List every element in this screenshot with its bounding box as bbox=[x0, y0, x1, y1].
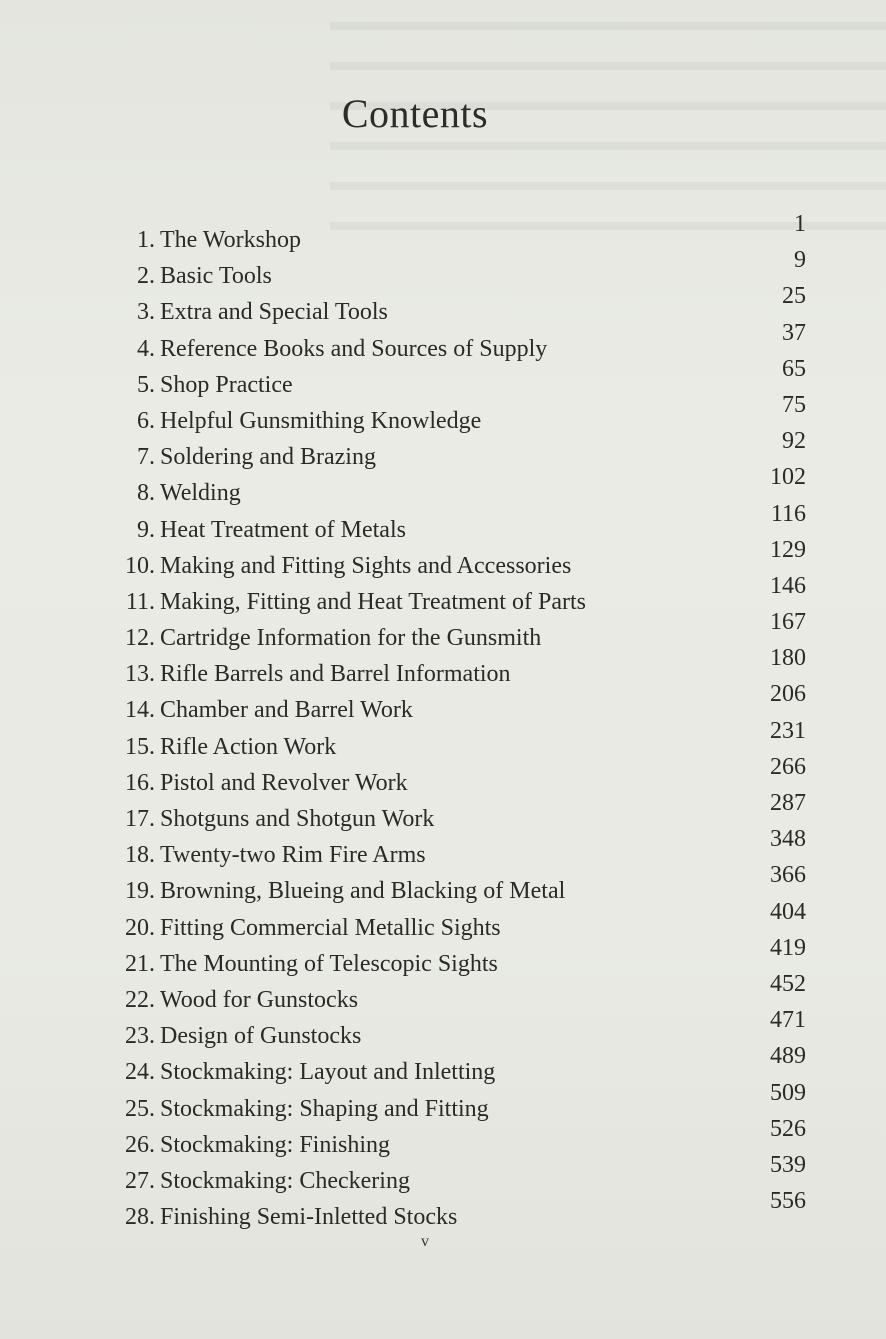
toc-entry bbox=[60, 681, 810, 724]
table-of-contents bbox=[60, 211, 810, 1231]
chapter-number: 7. bbox=[137, 444, 155, 471]
chapter-title: Wood for Gunstocks bbox=[160, 986, 359, 1013]
toc-entry bbox=[60, 247, 810, 290]
chapter-number: 8. bbox=[137, 480, 155, 507]
chapter-page-number: 92 bbox=[782, 428, 806, 455]
chapter-page-number: 452 bbox=[770, 970, 806, 997]
chapter-title: Pistol and Revolver Work bbox=[160, 769, 408, 796]
chapter-page-number: 25 bbox=[782, 283, 806, 310]
chapter-title: Browning, Blueing and Blacking of Metal bbox=[160, 878, 566, 905]
chapter-page-number: 287 bbox=[770, 790, 806, 816]
page-title: Contents bbox=[341, 91, 489, 136]
chapter-page-number: 9 bbox=[794, 247, 806, 274]
chapter-number: 19. bbox=[125, 878, 155, 905]
chapter-title: Helpful Gunsmithing Knowledge bbox=[160, 407, 482, 434]
chapter-title: Stockmaking: Finishing bbox=[160, 1131, 391, 1158]
chapter-page-number: 146 bbox=[770, 572, 806, 599]
chapter-number: 2. bbox=[137, 263, 155, 290]
chapter-page-number: 366 bbox=[770, 862, 806, 889]
toc-entry bbox=[60, 717, 810, 760]
chapter-page-number: 419 bbox=[770, 934, 806, 961]
chapter-title: Chamber and Barrel Work bbox=[160, 697, 413, 724]
chapter-title: Rifle Barrels and Barrel Information bbox=[160, 661, 511, 688]
chapter-number: 20. bbox=[125, 914, 155, 941]
chapter-title: Fitting Commercial Metallic Sights bbox=[160, 914, 501, 941]
chapter-title: Basic Tools bbox=[160, 263, 272, 290]
toc-entry bbox=[60, 355, 810, 398]
chapter-title: Finishing Semi-Inletted Stocks bbox=[160, 1204, 458, 1231]
toc-entry bbox=[60, 572, 810, 615]
chapter-title: Making and Fitting Sights and Accessories bbox=[160, 552, 572, 579]
chapter-page-number: 348 bbox=[770, 826, 806, 853]
toc-entry bbox=[60, 970, 810, 1013]
toc-entry bbox=[60, 826, 810, 869]
toc-entry bbox=[60, 428, 810, 471]
chapter-title: Stockmaking: Shaping and Fitting bbox=[160, 1095, 489, 1122]
chapter-page-number: 526 bbox=[770, 1115, 806, 1142]
chapter-number: 17. bbox=[125, 806, 155, 832]
chapter-number: 16. bbox=[125, 769, 155, 796]
toc-entry bbox=[60, 464, 810, 507]
chapter-page-number: 129 bbox=[770, 536, 806, 563]
chapter-page-number: 404 bbox=[770, 898, 806, 925]
toc-entry bbox=[60, 1043, 810, 1086]
toc-entry bbox=[60, 645, 810, 688]
chapter-title: Extra and Special Tools bbox=[160, 299, 388, 326]
chapter-title: Reference Books and Sources of Supply bbox=[160, 335, 548, 362]
chapter-number: 1. bbox=[137, 227, 155, 253]
chapter-page-number: 471 bbox=[770, 1007, 806, 1034]
toc-entry bbox=[60, 500, 810, 543]
chapter-page-number: 231 bbox=[770, 717, 806, 744]
toc-entry bbox=[60, 934, 810, 977]
toc-entry bbox=[60, 211, 810, 253]
chapter-number: 10. bbox=[125, 552, 155, 579]
page-number-footer: v bbox=[421, 1233, 429, 1250]
chapter-title: Making, Fitting and Heat Treatment of Parts bbox=[160, 588, 586, 615]
chapter-number: 22. bbox=[125, 986, 155, 1013]
toc-entry bbox=[60, 609, 810, 652]
chapter-number: 21. bbox=[125, 950, 155, 977]
chapter-number: 11. bbox=[125, 588, 155, 615]
chapter-number: 4. bbox=[137, 335, 155, 362]
chapter-page-number: 180 bbox=[770, 645, 806, 672]
chapter-number: 15. bbox=[125, 733, 155, 760]
chapter-page-number: 509 bbox=[770, 1079, 806, 1106]
chapter-page-number: 266 bbox=[770, 753, 806, 780]
chapter-number: 5. bbox=[137, 371, 155, 398]
chapter-page-number: 556 bbox=[770, 1188, 806, 1215]
chapter-title: Design of Gunstocks bbox=[160, 1023, 362, 1050]
chapter-number: 14. bbox=[125, 697, 155, 724]
chapter-page-number: 102 bbox=[770, 464, 806, 491]
chapter-number: 24. bbox=[125, 1059, 155, 1086]
toc-entry bbox=[60, 1115, 810, 1158]
chapter-title: Stockmaking: Layout and Inletting bbox=[160, 1059, 496, 1086]
toc-entry bbox=[60, 1079, 810, 1122]
chapter-title: Rifle Action Work bbox=[160, 733, 337, 760]
chapter-page-number: 489 bbox=[770, 1043, 806, 1070]
chapter-number: 28. bbox=[125, 1204, 155, 1231]
chapter-title: Twenty-two Rim Fire Arms bbox=[160, 842, 426, 869]
toc-entry bbox=[60, 536, 810, 579]
chapter-number: 12. bbox=[125, 625, 155, 652]
toc-entry bbox=[60, 1007, 810, 1050]
toc-entry bbox=[60, 283, 810, 326]
chapter-page-number: 37 bbox=[782, 319, 806, 346]
chapter-number: 23. bbox=[125, 1023, 155, 1050]
chapter-number: 18. bbox=[125, 842, 155, 869]
chapter-title: Shotguns and Shotgun Work bbox=[160, 806, 435, 832]
chapter-number: 25. bbox=[125, 1095, 155, 1122]
toc-entry bbox=[60, 862, 810, 905]
toc-entry bbox=[60, 898, 810, 941]
chapter-page-number: 167 bbox=[770, 609, 806, 636]
toc-entry bbox=[60, 391, 810, 434]
chapter-title: Soldering and Brazing bbox=[160, 444, 376, 471]
chapter-title: The Mounting of Telescopic Sights bbox=[160, 950, 498, 977]
chapter-page-number: 1 bbox=[794, 211, 806, 237]
chapter-page-number: 539 bbox=[770, 1151, 806, 1178]
chapter-page-number: 116 bbox=[770, 500, 806, 527]
toc-entry bbox=[60, 753, 810, 796]
chapter-number: 26. bbox=[125, 1131, 155, 1158]
chapter-title: Shop Practice bbox=[160, 371, 293, 398]
chapter-number: 13. bbox=[125, 661, 155, 688]
chapter-number: 27. bbox=[125, 1167, 155, 1194]
toc-entry bbox=[60, 1188, 810, 1231]
chapter-number: 9. bbox=[137, 516, 155, 543]
chapter-page-number: 75 bbox=[782, 391, 806, 418]
chapter-title: Welding bbox=[160, 480, 241, 507]
chapter-title: Stockmaking: Checkering bbox=[160, 1167, 410, 1194]
chapter-page-number: 206 bbox=[770, 681, 806, 708]
chapter-title: Heat Treatment of Metals bbox=[160, 516, 406, 543]
toc-entry bbox=[60, 1151, 810, 1194]
chapter-title: Cartridge Information for the Gunsmith bbox=[160, 625, 542, 652]
toc-entry bbox=[60, 319, 810, 362]
toc-entry bbox=[60, 790, 810, 832]
chapter-title: The Workshop bbox=[160, 227, 301, 253]
chapter-number: 3. bbox=[137, 299, 155, 326]
chapter-number: 6. bbox=[137, 407, 155, 434]
chapter-page-number: 65 bbox=[782, 355, 806, 382]
